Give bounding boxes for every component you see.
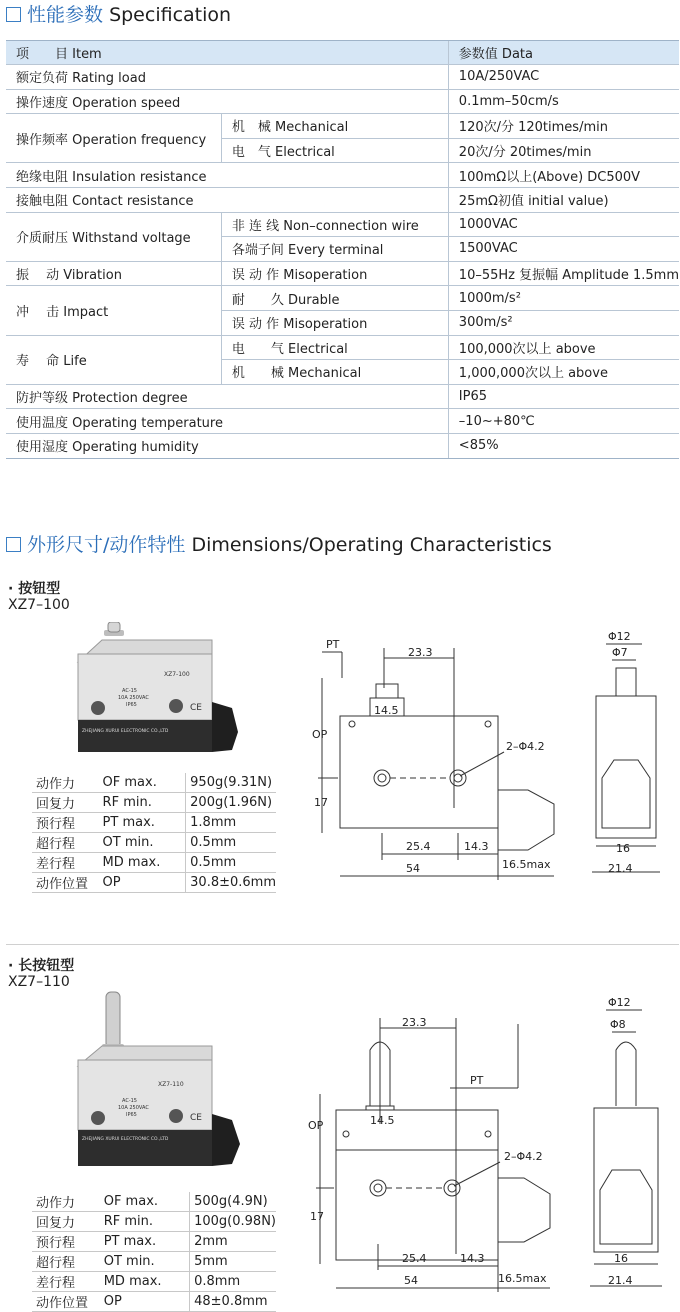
dim-pt: PT	[326, 638, 340, 651]
dim-25-4: 25.4	[406, 840, 431, 853]
char-en: MD max.	[99, 853, 186, 873]
dim-16: 16	[614, 1252, 628, 1265]
section-title-spec	[6, 0, 231, 27]
char-row	[32, 1212, 276, 1232]
spec-value: 10A/250VAC	[448, 65, 679, 90]
dim-pt: PT	[470, 1074, 484, 1087]
checkbox-square-icon	[6, 7, 21, 22]
dim-54: 54	[404, 1274, 418, 1287]
photo-rating-label: 10A 250VAC	[118, 1105, 149, 1111]
char-value: 1.8mm	[186, 813, 276, 833]
operating-char-table-xz7-110	[32, 1192, 276, 1312]
dim-14-5: 14.5	[374, 704, 399, 717]
spec-subitem: 电 气 Electrical	[221, 335, 448, 360]
photo-model-label: XZ7-100	[164, 671, 190, 678]
spec-value: <85%	[448, 433, 679, 458]
dim-d8: Φ8	[610, 1018, 626, 1031]
spec-value: 100mΩ以上(Above) DC500V	[448, 163, 679, 188]
divider	[6, 944, 679, 945]
spec-row	[6, 65, 679, 90]
spec-subitem: 耐 久 Durable	[221, 286, 448, 311]
char-value: 0.5mm	[186, 833, 276, 853]
model-heading	[8, 581, 70, 613]
product-photo-xz7-110	[72, 990, 248, 1176]
spec-value: 10–55Hz 复振幅 Amplitude 1.5mm	[448, 261, 679, 286]
char-en: RF min.	[100, 1212, 190, 1232]
dim-d12: Φ12	[608, 630, 631, 643]
spec-value: 100,000次以上 above	[448, 335, 679, 360]
char-cn: 超行程	[32, 833, 99, 853]
char-value: 30.8±0.6mm	[186, 873, 276, 893]
dim-25-4: 25.4	[402, 1252, 427, 1265]
char-en: OP	[99, 873, 186, 893]
spec-row	[6, 114, 679, 139]
char-value: 5mm	[190, 1252, 276, 1272]
section-title-cn: 外形尺寸/动作特性	[27, 534, 186, 556]
char-en: RF min.	[99, 793, 186, 813]
spec-row	[6, 261, 679, 286]
spec-value: –10~+80℃	[448, 409, 679, 434]
spec-subitem: 非 连 线 Non–connection wire	[221, 212, 448, 237]
dimension-drawing-xz7-100	[300, 628, 678, 880]
char-row	[32, 1252, 276, 1272]
char-value: 950g(9.31N)	[186, 773, 276, 793]
section-title-en: Dimensions/Operating Characteristics	[191, 534, 552, 556]
char-en: OF max.	[100, 1192, 190, 1212]
spec-value: IP65	[448, 384, 679, 409]
char-cn: 动作力	[32, 1192, 100, 1212]
spec-item: 振 动 Vibration	[6, 261, 221, 286]
dim-23-3: 23.3	[402, 1016, 427, 1029]
spec-row	[6, 163, 679, 188]
model-number: XZ7–110	[8, 974, 70, 990]
spec-value: 300m/s²	[448, 310, 679, 335]
model-heading	[8, 958, 74, 990]
spec-row	[6, 433, 679, 458]
char-cn: 动作力	[32, 773, 99, 793]
char-value: 0.8mm	[190, 1272, 276, 1292]
model-type: · 长按钮型	[8, 958, 75, 974]
dim-54: 54	[406, 862, 420, 875]
spec-item: 绝缘电阻 Insulation resistance	[6, 163, 448, 188]
char-en: OF max.	[99, 773, 186, 793]
photo-rating-label: 10A 250VAC	[118, 695, 149, 701]
spec-subitem: 各端子间 Every terminal	[221, 237, 448, 262]
dim-16-5: 16.5max	[502, 858, 551, 871]
char-row	[32, 813, 276, 833]
char-cn: 差行程	[32, 853, 99, 873]
section-title-cn: 性能参数	[27, 4, 104, 26]
spec-value: 20次/分 20times/min	[448, 138, 679, 163]
photo-ip-label: IP65	[126, 702, 137, 708]
dim-op: OP	[312, 728, 328, 741]
char-cn: 超行程	[32, 1252, 100, 1272]
char-en: OT min.	[100, 1252, 190, 1272]
dimension-drawing-xz7-110	[300, 994, 678, 1294]
dim-17: 17	[314, 796, 328, 809]
char-cn: 差行程	[32, 1272, 100, 1292]
dim-d7: Φ7	[612, 646, 628, 659]
spec-subitem: 机 械 Mechanical	[221, 114, 448, 139]
spec-row	[6, 89, 679, 114]
spec-item: 接触电阻 Contact resistance	[6, 187, 448, 212]
char-row	[32, 773, 276, 793]
spec-row	[6, 212, 679, 237]
spec-item: 寿 命 Life	[6, 335, 221, 384]
spec-item: 使用湿度 Operating humidity	[6, 433, 448, 458]
char-cn: 预行程	[32, 1232, 100, 1252]
spec-value: 1000VAC	[448, 212, 679, 237]
dim-op: OP	[308, 1119, 324, 1132]
spec-row	[6, 384, 679, 409]
char-en: OT min.	[99, 833, 186, 853]
ce-mark-icon: CE	[190, 1113, 202, 1123]
char-cn: 回复力	[32, 1212, 100, 1232]
photo-ip-label: IP65	[126, 1112, 137, 1118]
dim-d12: Φ12	[608, 996, 631, 1009]
char-row	[32, 1292, 276, 1312]
spec-subitem: 电 气 Electrical	[221, 138, 448, 163]
spec-row	[6, 286, 679, 311]
dim-21-4: 21.4	[608, 1274, 633, 1287]
dim-16: 16	[616, 842, 630, 855]
spec-subitem: 误 动 作 Misoperation	[221, 261, 448, 286]
dim-hole: 2–Φ4.2	[506, 740, 545, 753]
spec-value: 0.1mm–50cm/s	[448, 89, 679, 114]
dim-14-3: 14.3	[464, 840, 489, 853]
photo-maker-label: ZHEJIANG XURUI ELECTRONIC CO.,LTD	[82, 729, 169, 734]
model-number: XZ7–100	[8, 597, 70, 613]
char-cn: 动作位置	[32, 873, 99, 893]
spec-row	[6, 187, 679, 212]
spec-item: 防护等级 Protection degree	[6, 384, 448, 409]
char-row	[32, 1232, 276, 1252]
photo-maker-label: ZHEJIANG XURUI ELECTRONIC CO.,LTD	[82, 1137, 169, 1142]
spec-row	[6, 409, 679, 434]
dim-21-4: 21.4	[608, 862, 633, 875]
dim-16-5: 16.5max	[498, 1272, 547, 1285]
char-en: PT max.	[99, 813, 186, 833]
product-photo-xz7-100	[72, 622, 248, 760]
spec-value: 120次/分 120times/min	[448, 114, 679, 139]
char-value: 2mm	[190, 1232, 276, 1252]
spec-item: 冲 击 Impact	[6, 286, 221, 335]
spec-value: 1000m/s²	[448, 286, 679, 311]
spec-item: 操作速度 Operation speed	[6, 89, 448, 114]
spec-header-row	[6, 41, 679, 65]
spec-item: 操作频率 Operation frequency	[6, 114, 221, 163]
char-row	[32, 1272, 276, 1292]
char-en: PT max.	[100, 1232, 190, 1252]
char-value: 0.5mm	[186, 853, 276, 873]
photo-ac-label: AC-15	[122, 1098, 137, 1104]
dim-14-5: 14.5	[370, 1114, 395, 1127]
spec-value: 1500VAC	[448, 237, 679, 262]
char-row	[32, 793, 276, 813]
ce-mark-icon: CE	[190, 703, 202, 713]
char-row	[32, 853, 276, 873]
char-value: 100g(0.98N)	[190, 1212, 276, 1232]
spec-item: 额定负荷 Rating load	[6, 65, 448, 90]
spec-header-value: 参数值 Data	[448, 41, 679, 65]
char-cn: 预行程	[32, 813, 99, 833]
char-en: MD max.	[100, 1272, 190, 1292]
dim-17: 17	[310, 1210, 324, 1223]
operating-char-table-xz7-100	[32, 773, 276, 893]
char-row	[32, 873, 276, 893]
spec-subitem: 误 动 作 Misoperation	[221, 310, 448, 335]
model-type: · 按钮型	[8, 581, 61, 597]
char-value: 500g(4.9N)	[190, 1192, 276, 1212]
dim-23-3: 23.3	[408, 646, 433, 659]
char-value: 200g(1.96N)	[186, 793, 276, 813]
section-title-en: Specification	[109, 4, 232, 26]
spec-item: 介质耐压 Withstand voltage	[6, 212, 221, 261]
dim-hole: 2–Φ4.2	[504, 1150, 543, 1163]
char-cn: 回复力	[32, 793, 99, 813]
spec-header-item: 项 目 Item	[6, 41, 448, 65]
char-en: OP	[100, 1292, 190, 1312]
char-value: 48±0.8mm	[190, 1292, 276, 1312]
spec-row	[6, 335, 679, 360]
photo-ac-label: AC-15	[122, 688, 137, 694]
section-title-dimensions	[6, 530, 552, 557]
photo-model-label: XZ7-110	[158, 1081, 184, 1088]
spec-table	[6, 40, 679, 459]
char-row	[32, 1192, 276, 1212]
spec-value: 1,000,000次以上 above	[448, 360, 679, 385]
dim-14-3: 14.3	[460, 1252, 485, 1265]
spec-subitem: 机 械 Mechanical	[221, 360, 448, 385]
char-cn: 动作位置	[32, 1292, 100, 1312]
spec-item: 使用温度 Operating temperature	[6, 409, 448, 434]
spec-value: 25mΩ初值 initial value)	[448, 187, 679, 212]
checkbox-square-icon	[6, 537, 21, 552]
char-row	[32, 833, 276, 853]
